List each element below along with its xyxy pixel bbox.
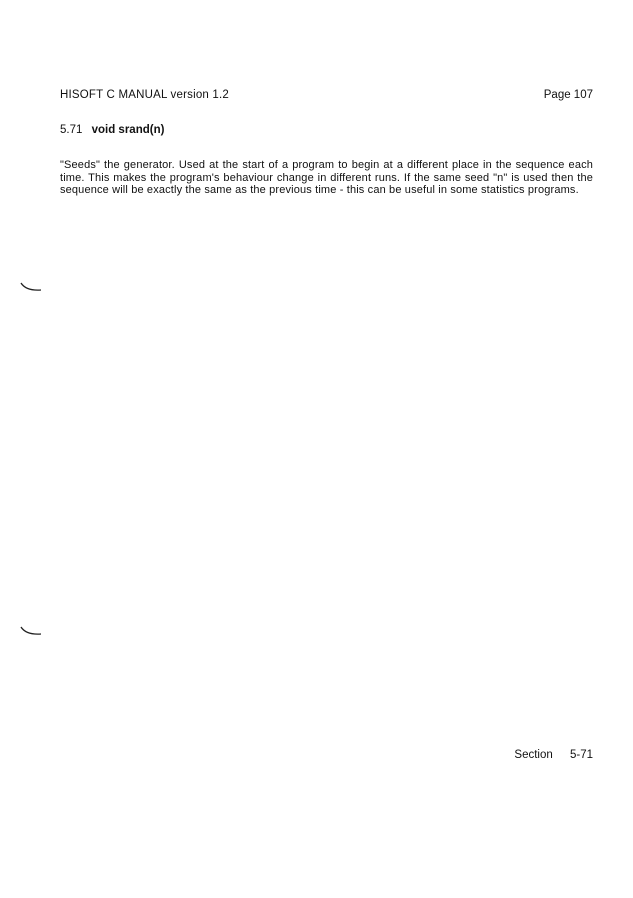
binder-hole-mark-top bbox=[20, 282, 42, 292]
function-signature: void srand(n) bbox=[91, 124, 165, 136]
footer-section-label: Section bbox=[514, 749, 553, 761]
manual-title: HISOFT C MANUAL version 1.2 bbox=[60, 89, 229, 101]
section-heading bbox=[60, 124, 164, 136]
section-number: 5.71 bbox=[60, 124, 83, 136]
footer-section-number: 5-71 bbox=[569, 749, 593, 761]
page-number: Page 107 bbox=[543, 89, 593, 101]
page-header bbox=[60, 89, 593, 105]
binder-hole-mark-bottom bbox=[20, 626, 42, 636]
description-paragraph: "Seeds" the generator. Used at the start of a program to begin at a different place in the sequence each time. This makes the program's behaviour change in different runs. If the same seed "n" is used then the sequence will be exactly the same as the previous time - this can be useful in some statistics programs. bbox=[60, 159, 593, 197]
page-footer bbox=[514, 749, 593, 761]
